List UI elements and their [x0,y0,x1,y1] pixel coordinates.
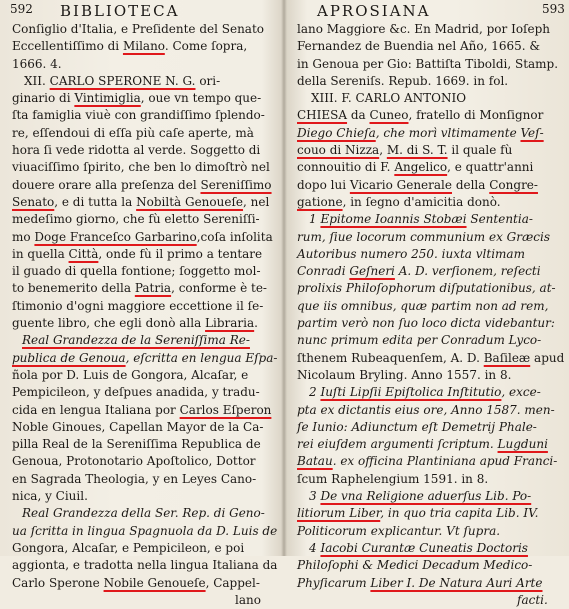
text-run: pilla Real de la Sereniſſima Republica de [12,437,261,452]
underlined-text: couo di Nizza [297,143,380,158]
underlined-text: publica de Genoua [12,350,126,365]
text-line [0,557,281,574]
text-run: Pempicileon, y deſpues anadida, y tradu- [12,385,260,400]
text-run: ori- [195,73,221,88]
underlined-text: Epitome Ioannis Stobæi [320,212,467,227]
text-line [287,90,569,107]
text-line [0,194,281,211]
text-run: , exce- [501,385,541,400]
text-line [287,107,569,124]
right-page-header [287,2,569,20]
underlined-text: Senato [12,194,55,209]
text-line [0,263,281,280]
left-page-number: 592 [10,2,33,16]
text-run: Autoribus numero 250. iuxta vltimam [297,246,525,261]
text-run: XII. [24,73,50,88]
underlined-text: Geſneri [349,264,395,279]
underlined-text: Lugduni [497,437,548,452]
text-line [287,246,569,263]
text-run: Nicolaum Bryling. Anno 1557. in 8. [297,367,512,382]
text-line [287,229,569,246]
text-run: Conſiglio d'Italia, e Preſidente del Senato [12,22,265,36]
text-line [0,488,281,505]
text-line [287,488,569,505]
text-run: della [452,177,490,192]
text-run: to benemerito della [12,281,135,296]
text-line [287,298,569,315]
text-run: rum, ſiue locorum communium ex Græcis [297,229,550,244]
text-run: , fratello di Monſignor [408,108,544,123]
text-line [287,211,569,228]
text-line [287,592,569,609]
text-run: il quale fù [447,143,513,158]
text-run: connouitio di F. [297,160,395,175]
underlined-text: Iuſti Lipſii Epiſtolica Inſtitutio [320,385,502,400]
text-run: della Sereniſs. Repub. 1669. in fol. [297,73,509,88]
text-run: , eſcritta en lengua Eſpa- [125,350,278,365]
text-run: apud [530,350,565,365]
text-run: ſthenem Rubeaquenſem, A. D. [297,350,484,365]
text-run: ua ſcritta in lingua Spagnuola da D. Luis de [12,523,278,538]
text-run: , conforme è te- [171,281,267,296]
text-run: ñola por D. Luis de Gongora, Alcaſar, e [12,367,249,382]
text-run: XIII. F. CARLO ANTONIO [311,91,467,106]
underlined-text: Batau [297,454,333,469]
underlined-text: Carlos Eſperon [179,402,272,417]
text-run: cida en lengua Italiana por [12,402,180,417]
text-run: , e quattr'anni [447,160,534,175]
underlined-text: Doge Franceſco Garbarino [34,229,197,244]
text-line [0,177,281,194]
text-run: rei eiuſdem argumenti ſcriptum. [297,437,498,452]
text-run: prolixis Philoſophorum diſputationibus, at- [297,281,556,296]
underlined-text: Libraria [205,316,255,331]
text-line [287,73,569,90]
text-run: il guado di quella fontione; ſoggetto mol- [12,264,261,279]
underlined-text: Baſileæ [483,350,531,365]
underlined-text: De vna Religione aduerſus Lib. Po- [320,489,532,504]
underlined-text: Sereniſſimo [200,177,272,192]
text-line [0,419,281,436]
underlined-text: Nobile Genoueſe [103,575,206,590]
text-run: Conradi [297,264,350,279]
text-run: ,coſa inſolita [196,229,273,244]
right-running-head: APROSIANA [317,2,431,20]
text-run: pta ex dictantis eius ore, Anno 1587. men- [297,402,555,417]
text-line [0,367,281,384]
text-line [0,211,281,228]
right-page-number: 593 [542,2,565,16]
text-line [0,350,281,367]
text-line [287,436,569,453]
text-run: aggionta, e tradotta nella lingua Italiana da [12,558,278,573]
text-run: , nel [243,194,270,209]
text-line [287,315,569,332]
underlined-text: CARLO SPERONE N. G. [49,73,196,88]
text-run: ſe Iunio: Adiunctum eſt Demetrij Phale- [297,419,537,434]
text-run: 1 [309,212,321,227]
text-line [287,21,569,38]
underlined-text: Milano [122,39,165,54]
left-text-body [0,21,281,609]
right-page [287,0,569,607]
text-line [0,505,281,522]
text-line [287,263,569,280]
text-run: , e di tutta la [54,194,137,209]
underlined-text: Vintimiglia [74,91,141,106]
text-line [0,523,281,540]
text-run: in Genoua per Gio: Battiſta Tiboldi, Stamp. [297,56,559,71]
text-run: medeſimo giorno, che fù eletto Sereniſſi- [12,212,260,227]
text-line [287,280,569,297]
text-line [0,90,281,107]
text-line [0,298,281,315]
text-line [287,332,569,349]
underlined-text: Iacobi Curantæ Cuneatis Doctoris [320,540,528,555]
text-line [0,73,281,90]
underlined-text: Real Grandezza de la Sereniſſima Re- [22,333,250,348]
text-line [287,419,569,436]
text-line [0,125,281,142]
text-run: ſta famiglia viuè con grandiſſimo ſplendo- [12,108,265,123]
text-line [287,56,569,73]
text-run: , onde fù il primo a tentare [98,246,263,261]
text-line [287,402,569,419]
text-run: 2 [309,385,321,400]
text-run: ſtimonio d'ogni maggiore eccettione il ſe- [12,298,264,313]
right-text-body [287,21,569,609]
text-run: , in ſegno d'amicitia donò. [342,194,501,209]
underlined-text: litiorum Liber [297,506,381,521]
text-line [287,384,569,401]
underlined-text: Vicario Generale [349,177,452,192]
text-run: ſcum Raphelengium 1591. in 8. [297,471,489,486]
text-run: re, eſſendoui di eſſa più caſe aperte, mà [12,125,254,140]
text-run: , Cappel- [205,575,260,590]
text-run: viuaciſſimo ſpirito, che ben lo dimoſtrò nel [12,160,270,175]
text-run: nunc primum edita per Conradum Lyco- [297,333,542,348]
text-line [287,367,569,384]
text-run: Phyſicarum [297,575,371,590]
text-line [287,540,569,557]
text-run: lano Maggiore &c. En Madrid, por Ioſeph [297,22,550,36]
text-run: da [347,108,370,123]
text-run: Gongora, Alcaſar, e Pempicileon, e poi [12,540,245,555]
text-line [287,350,569,367]
text-run: Genoua, Protonotario Apoſtolico, Dottor [12,454,256,469]
text-line [0,384,281,401]
underlined-text: Città [68,246,99,261]
underlined-text: Patria [134,281,172,296]
underlined-text: M. di S. T. [386,143,448,158]
text-run: , [379,143,387,158]
underlined-text: Diego Chieſa [297,125,376,140]
text-run: . Come ſopra, [164,39,248,54]
text-line [0,575,281,592]
text-line [287,142,569,159]
text-line [0,21,281,38]
left-running-head: BIBLIOTECA [60,2,180,20]
text-line [287,159,569,176]
text-run: A. D. verſionem, reſecti [394,264,541,279]
text-line [0,332,281,349]
text-line [0,436,281,453]
text-line [0,315,281,332]
underlined-text: gatione [297,194,343,209]
text-run: 1666. 4. [12,56,62,71]
text-line [0,453,281,470]
text-line [287,38,569,55]
text-line [0,280,281,297]
text-run: dopo lui [297,177,350,192]
text-run: mo [12,229,35,244]
text-run: lano [235,592,261,607]
underlined-text: Veſ- [520,125,544,140]
text-run: douere orare alla preſenza del [12,177,201,192]
underlined-text: Angelico [394,160,448,175]
text-line [287,505,569,522]
text-run: Eccellentiſſimo di [12,39,123,54]
underlined-text: CHIESA [297,108,348,123]
text-run: partim verò non ſuo loco dicta videbantur: [297,316,555,331]
text-run: hora ſi vede ridotta al verde. Soggetto di [12,143,261,158]
text-line [287,125,569,142]
text-run: , che morì vltimamente [375,125,521,140]
text-run: Carlo Sperone [12,575,104,590]
text-line [0,229,281,246]
text-line [0,540,281,557]
text-run: facti. [517,592,548,607]
text-run: in quella [12,246,69,261]
text-line [0,471,281,488]
text-line [287,194,569,211]
text-line [0,402,281,419]
text-line [0,142,281,159]
text-line [287,557,569,574]
text-line [0,107,281,124]
text-run: guente libro, che egli donò alla [12,316,206,331]
text-line [0,38,281,55]
text-run: , in quo tria capita Lib. IV. [380,506,539,521]
text-line [287,471,569,488]
text-run: Politicorum explicantur. Vt ſupra. [297,523,501,538]
text-run: ginario di [12,91,75,106]
text-run: . ex officina Plantiniana apud Franci- [332,454,558,469]
underlined-text: Liber I. De Natura Auri Arte [370,575,543,590]
text-run: nica, y Ciuil. [12,489,88,504]
left-page [0,0,281,607]
text-line [287,453,569,470]
text-run: Noble Ginoues, Capellan Mayor de la Ca- [12,419,264,434]
text-run: , oue vn tempo que- [140,91,262,106]
left-page-header [0,2,281,20]
text-run: 4 [309,540,321,555]
text-line [0,56,281,73]
text-run: Real Grandezza della Ser. Rep. di Geno- [22,506,265,521]
text-line [287,575,569,592]
text-run: Philoſophi & Medici Decadum Medico- [297,558,533,573]
text-line [287,523,569,540]
text-run: Sententia- [466,212,533,227]
text-line [0,159,281,176]
underlined-text: Nobiltà Genoueſe [136,194,244,209]
text-line [287,177,569,194]
text-line [0,592,281,609]
underlined-text: Congre- [489,177,538,192]
text-run: Fernandez de Buendia nel Año, 1665. & [297,39,541,54]
text-run: que iis omnibus, quæ partim non ad rem, [297,298,549,313]
underlined-text: Cuneo [369,108,409,123]
text-run: en Sagrada Theologia, y en Leyes Cano- [12,471,257,486]
text-run: . [254,316,258,331]
text-line [0,246,281,263]
text-run: 3 [309,489,321,504]
